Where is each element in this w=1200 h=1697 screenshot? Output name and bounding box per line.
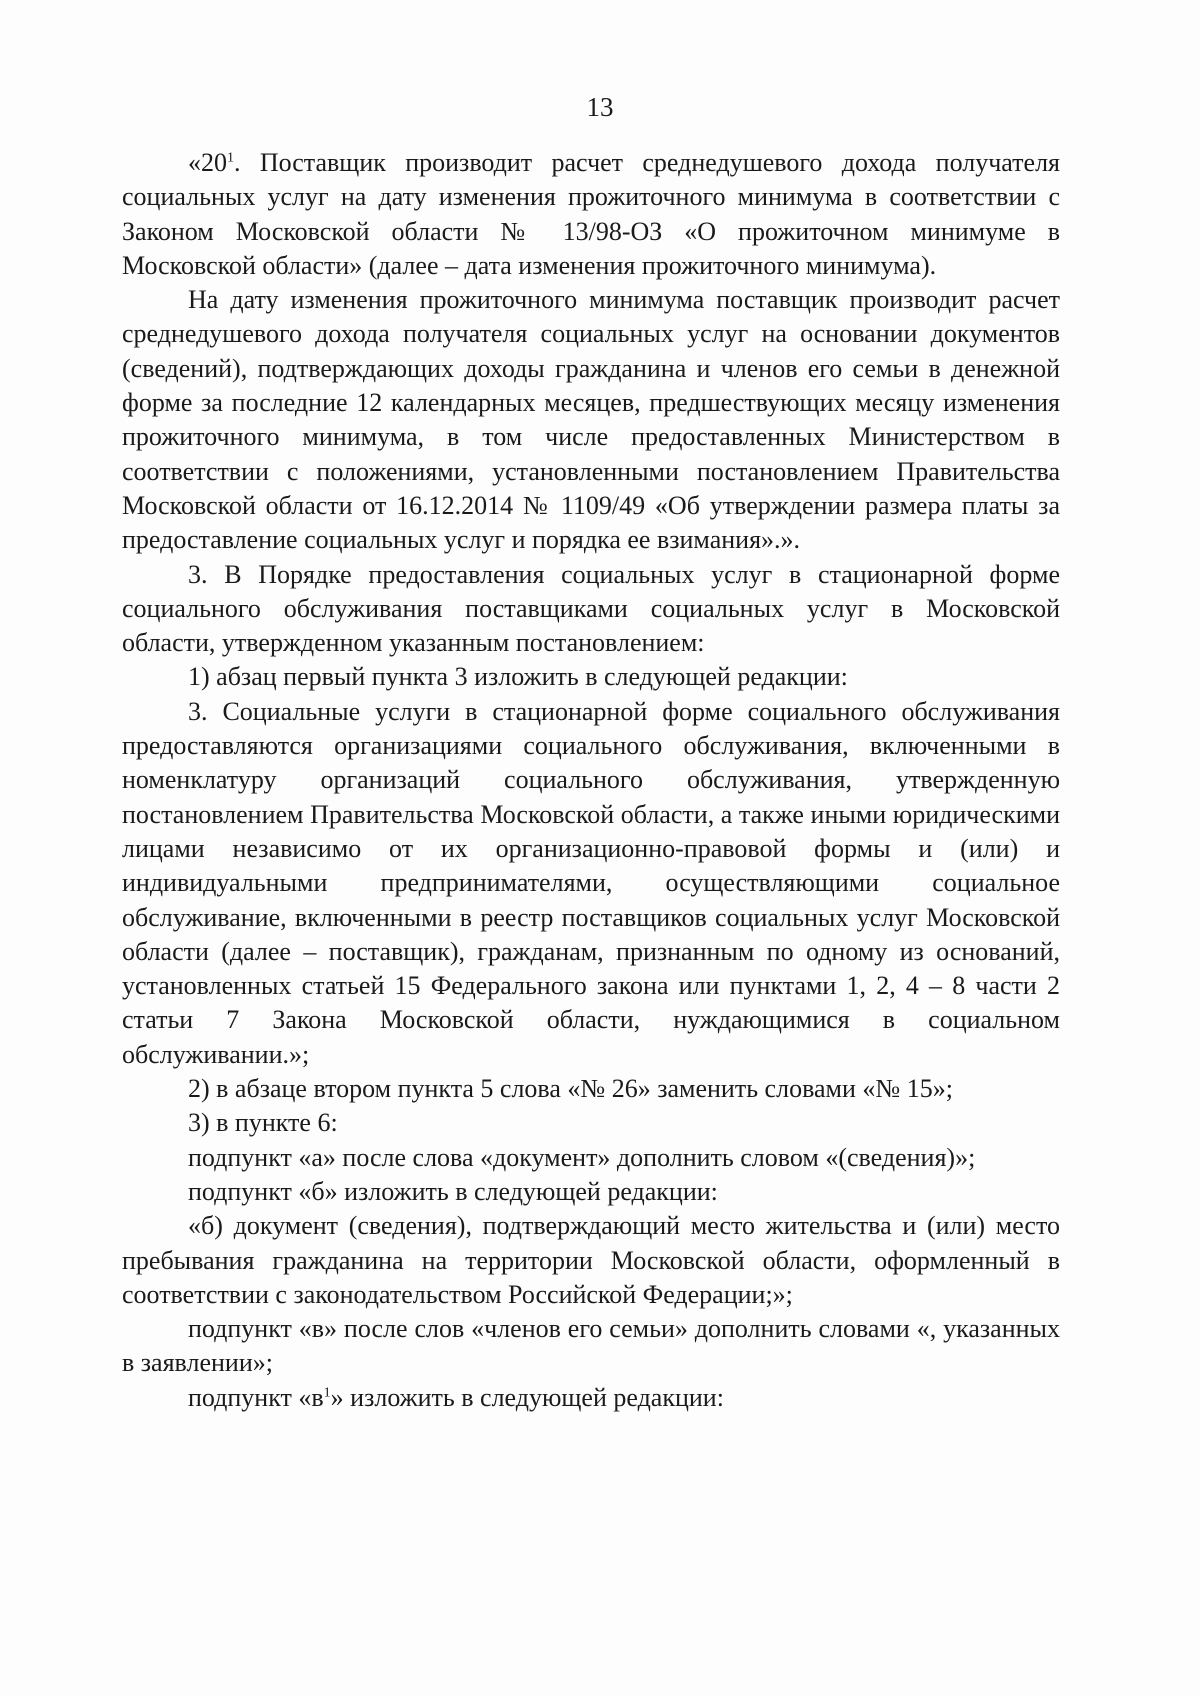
paragraph-subpoint-a: подпункт «а» после слова «документ» дополнить словом «(сведения)»; — [188, 1142, 976, 1172]
paragraph-subpoint-v1 — [122, 1381, 1060, 1415]
paragraph-subitem-3: 3) в пункте 6: — [188, 1108, 338, 1138]
paragraph-income-calculation: На дату изменения прожиточного минимума поставщик производит расчет среднедушевого дохода получателя социальных услуг на основании документов (сведений), подтверждающих доходы гражданина и членов его семьи в денежной форме за последние 12 календарных месяцев, предшествующих месяцу изменения прожиточного минимума, в том числе предоставленных Министерством в соответствии с положениями, установленными постановлением Правительства Московской области от 16.12.2014 № 1109/49 «Об утверждении размера платы за предоставление социальных услуг и порядка ее взимания».». — [122, 285, 1060, 555]
paragraph-subitem-1: 1) абзац первый пункта 3 изложить в следующей редакции: — [188, 662, 848, 692]
paragraph-20-1 — [122, 146, 1060, 283]
paragraph-subpoint-b-text: «б) документ (сведения), подтверждающий место жительства и (или) место пребывания гражданина на территории Московской области, оформленный в соответствии с законодательством Российской Федерации;»; — [122, 1211, 1060, 1309]
page-number: 13 — [586, 92, 614, 122]
paragraph-subitem-2: 2) в абзаце втором пункта 5 слова «№ 26» заменить словами «№ 15»; — [188, 1074, 953, 1104]
paragraph-text: » изложить в следующей редакции: — [330, 1382, 724, 1412]
paragraph-item-3: 3. В Порядке предоставления социальных услуг в стационарной форме социального обслуживания поставщиками социальных услуг в Московской области, утвержденном указанным постановлением: — [122, 559, 1060, 658]
paragraph-subpoint-v: подпункт «в» после слов «членов его семьи» дополнить словами «, указанных в заявлении»; — [122, 1314, 1060, 1378]
paragraph-text: подпункт «в — [188, 1382, 324, 1412]
superscript: 1 — [323, 1385, 331, 1401]
paragraph-social-services: 3. Социальные услуги в стационарной форме социального обслуживания предоставляются организациями социального обслуживания, включенными в номенклатуру организаций социального обслуживания, утвержденную постановлением Правительства Московской области, а также иными юридическими лицами независимо от их организационно-правовой формы и (или) и индивидуальными предпринимателями, осуществляющими социальное обслуживание, включенными в реестр поставщиков социальных услуг Московской области (далее – поставщик), гражданам, признанным по одному из оснований, установленных статьей 15 Федерального закона или пунктами 1, 2, 4 – 8 части 2 статьи 7 Закона Московской области, нуждающимися в социальном обслуживании.»; — [122, 696, 1060, 1069]
paragraph-text: «20 — [188, 148, 227, 177]
document-body — [122, 146, 1060, 1415]
paragraph-text: . Поставщик производит расчет среднедушевого дохода получателя социальных услуг на дату изменения прожиточного минимума в соответствии с Законом Московской области № 13/98-ОЗ «О прожиточном минимуме в Московской области» (далее – дата изменения прожиточного минимума). — [122, 148, 1060, 280]
superscript: 1 — [227, 150, 234, 166]
paragraph-subpoint-b: подпункт «б» изложить в следующей редакции: — [188, 1176, 718, 1206]
